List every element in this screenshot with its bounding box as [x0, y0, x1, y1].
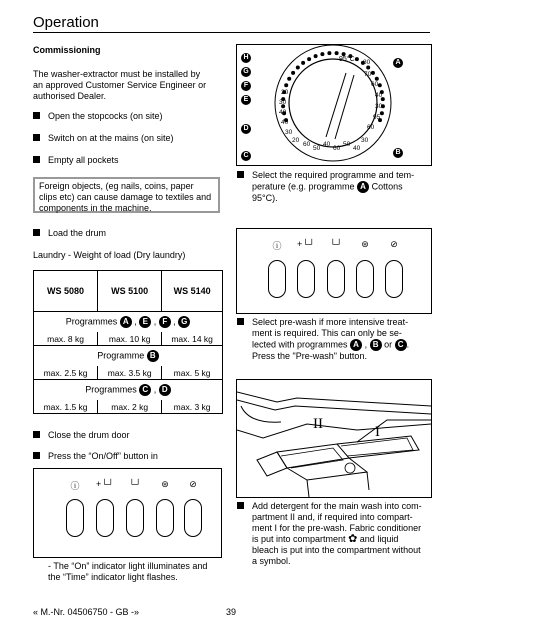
instruction-line: lected with programmes: [252, 339, 348, 350]
step-label: Close the drum door: [48, 430, 130, 440]
document-number: « M.-Nr. 04506750 - GB -»: [33, 607, 140, 617]
dial-number: 40: [353, 145, 361, 152]
programme-badge: A: [350, 339, 362, 351]
bullet-square-icon: [33, 229, 40, 236]
programme-badge: B: [370, 339, 382, 351]
weight-cell: max. 1.5 kg: [34, 400, 98, 414]
step-item: [33, 430, 130, 441]
dial-number: 50: [343, 141, 351, 148]
on-off-button[interactable]: [268, 260, 286, 298]
dial-dot: [366, 66, 370, 70]
dial-number: 50: [313, 145, 321, 152]
step-item: [33, 111, 163, 122]
on-off-icon: ⓘ: [272, 241, 282, 251]
dial-dot: [301, 61, 305, 65]
programme-badge: A: [120, 316, 132, 328]
start-icon: ⊘: [390, 239, 398, 249]
weight-cell: max. 2.5 kg: [34, 366, 98, 380]
bullet-square-icon: [237, 318, 244, 325]
mainwash-button[interactable]: [327, 260, 345, 298]
dial-number: 40: [281, 119, 289, 126]
step-label: Load the drum: [48, 228, 107, 238]
programme-badge: E: [139, 316, 151, 328]
programme-badge: C: [395, 339, 407, 351]
temperature-label: 95°C: [339, 56, 355, 63]
fabric-conditioner-flower-icon: ✿: [348, 533, 358, 545]
table-caption: Laundry - Weight of load (Dry laundry): [33, 250, 186, 260]
dial-number: 80: [363, 59, 371, 66]
programme-badge: F: [159, 316, 171, 328]
prewash-button[interactable]: [96, 499, 114, 537]
rinse-hold-button[interactable]: [356, 260, 374, 298]
compartment-ii-label: II: [313, 416, 323, 432]
step-item: [33, 155, 119, 166]
prewash-icon: +└┘: [95, 479, 114, 489]
instruction-prewash: Select pre-wash if more intensive treat- ment is required. This can only be se- lected with programmes A , B or C . Press the "Pre-wash" button.: [237, 317, 432, 362]
programme-e-badge: E: [241, 95, 251, 105]
weight-cell: max. 10 kg: [98, 332, 162, 346]
bullet-square-icon: [33, 431, 40, 438]
compartment-i-label: I: [375, 424, 380, 440]
dial-dot: [327, 51, 331, 55]
dial-number: 40: [375, 92, 383, 99]
programme-label: Programmes: [85, 384, 137, 395]
start-icon: ⊘: [189, 479, 197, 489]
header-rule: [33, 32, 430, 33]
flower-symbol: [345, 463, 355, 473]
programme-badge: G: [178, 316, 190, 328]
control-panel-prewash: [236, 228, 432, 314]
warning-line: components in the machine.: [39, 203, 152, 213]
programme-row: Programmes A , E , F , G: [34, 312, 223, 333]
step-label: Empty all pockets: [48, 155, 119, 165]
intro-text: [33, 69, 206, 102]
drawer-drawing: [237, 380, 431, 497]
programme-h-badge: H: [241, 53, 251, 63]
instruction-line: Select pre-wash if more intensive treat-: [252, 317, 409, 327]
dial-number: 70: [364, 71, 372, 78]
dial-pointer-edge: [326, 73, 346, 137]
instruction-programme: [237, 170, 432, 204]
mainwash-icon: └┘: [128, 479, 142, 489]
start-button[interactable]: [184, 499, 202, 537]
on-off-button[interactable]: [66, 499, 84, 537]
weight-cell: max. 5 kg: [162, 366, 223, 380]
intro-line: authorised Dealer.: [33, 91, 107, 101]
note-line: the “Time” indicator light flashes.: [48, 572, 178, 582]
programme-c-badge: C: [241, 151, 251, 161]
step-item: [33, 133, 174, 144]
warning-line: Foreign objects, (eg nails, coins, paper: [39, 181, 194, 191]
dial-number: 60: [371, 81, 379, 88]
weight-cell: max. 14 kg: [162, 332, 223, 346]
dial-dot: [307, 57, 311, 61]
weight-cell: max. 3.5 kg: [98, 366, 162, 380]
instruction-line: Add detergent for the main wash into com-: [252, 501, 422, 511]
intro-line: an approved Customer Service Engineer or: [33, 80, 207, 90]
dial-number: 20: [292, 137, 300, 144]
bullet-square-icon: [237, 502, 244, 509]
dial-dot: [287, 77, 291, 81]
intro-line: The washer-extractor must be installed by: [33, 69, 201, 79]
prewash-icon: +└┘: [296, 239, 315, 249]
dial-pointer-edge: [335, 75, 354, 139]
start-button[interactable]: [385, 260, 403, 298]
programme-row: [34, 346, 223, 367]
dial-dot: [378, 83, 382, 87]
instruction-line: perature (e.g. programme: [252, 181, 355, 192]
model-header: WS 5140: [162, 271, 223, 312]
dial-dot: [380, 111, 384, 115]
bullet-square-icon: [33, 156, 40, 163]
dial-panel: [236, 44, 432, 166]
instruction-line: ment I for the pre-wash. Fabric conditioner: [252, 523, 422, 533]
dial-number: 30: [361, 137, 369, 144]
weight-cell: max. 2 kg: [98, 400, 162, 414]
dial-number: 40: [279, 109, 287, 116]
instruction-line: is put into compartment: [252, 534, 346, 544]
bullet-square-icon: [33, 112, 40, 119]
dial-dot: [335, 51, 339, 55]
dial-number: 60: [303, 141, 311, 148]
control-panel: [33, 468, 222, 558]
instruction-line: Cottons: [371, 181, 403, 192]
instruction-line: ment is required. This can only be se-: [252, 328, 402, 338]
dial-dot: [320, 52, 324, 56]
programme-row: Programmes C , D: [34, 380, 223, 401]
step-item: [33, 451, 158, 462]
instruction-line: Press the "Pre-wash" button.: [252, 351, 367, 361]
programme-badge: C: [139, 384, 151, 396]
step-item: [33, 228, 106, 239]
bullet-square-icon: [33, 134, 40, 141]
instruction-line: a symbol.: [252, 556, 291, 566]
dial-dot: [355, 57, 359, 61]
dial-number: 30: [375, 103, 383, 110]
dial-number: 20: [281, 89, 289, 96]
note-line: - The “On” indicator light illuminates and: [48, 561, 208, 571]
dial-number: 40: [323, 141, 331, 148]
instruction-detergent: [237, 501, 432, 567]
programme-g-badge: G: [241, 67, 251, 77]
dial-number: 30: [285, 129, 293, 136]
warning-box: [33, 177, 220, 213]
dial-number: 60: [367, 124, 375, 131]
step-label: Open the stopcocks (on site): [48, 111, 163, 121]
programme-f-badge: F: [241, 81, 251, 91]
instruction-line: or: [384, 339, 393, 350]
model-header: WS 5080: [34, 271, 98, 312]
load-table: [33, 270, 223, 414]
programme-badge: B: [147, 350, 159, 362]
dial-number: 30: [279, 99, 287, 106]
page-title: Operation: [33, 14, 99, 31]
bullet-square-icon: [237, 171, 244, 178]
dial-dot: [371, 71, 375, 75]
instruction-line: 95°C).: [252, 193, 278, 203]
panel-note: [48, 561, 207, 583]
mainwash-button[interactable]: [126, 499, 144, 537]
dial-number: 60: [333, 145, 341, 152]
model-header: WS 5100: [98, 271, 162, 312]
page-number: 39: [226, 607, 237, 617]
dial-dot: [284, 83, 288, 87]
rinse-hold-icon: ⊛: [361, 239, 369, 249]
dial-dot: [314, 54, 318, 58]
programme-a-badge: A: [393, 58, 403, 68]
rinse-hold-icon: ⊛: [161, 479, 169, 489]
warning-line: clips etc) can cause damage to textiles and: [39, 192, 212, 202]
detergent-drawer-illustration: [236, 379, 432, 498]
instruction-line: Select the required programme and tem-: [252, 170, 415, 180]
section-title: Commissioning: [33, 45, 101, 55]
step-label: Press the “On/Off” button in: [48, 451, 158, 461]
mainwash-icon: └┘: [329, 239, 343, 249]
prewash-button[interactable]: [297, 260, 315, 298]
programme-label: Programme: [97, 350, 145, 361]
programme-badge: A: [357, 181, 369, 193]
step-label: Switch on at the mains (on site): [48, 133, 174, 143]
programme-d-badge: D: [241, 124, 251, 134]
rinse-hold-button[interactable]: [156, 499, 174, 537]
dial-number: 95: [373, 114, 381, 121]
dial-dot: [291, 71, 295, 75]
on-off-icon: ⓘ: [70, 481, 80, 491]
programme-b-badge: B: [393, 148, 403, 158]
bullet-square-icon: [33, 452, 40, 459]
programme-badge: D: [159, 384, 171, 396]
weight-cell: max. 8 kg: [34, 332, 98, 346]
programme-label: Programmes: [65, 316, 118, 327]
instruction-line: and liquid: [359, 534, 399, 544]
dial-dot: [296, 66, 300, 70]
weight-cell: max. 3 kg: [162, 400, 223, 414]
instruction-line: bleach is put into the compartment without: [252, 545, 421, 555]
instruction-line: partment II and, if required into compart-: [252, 512, 413, 522]
